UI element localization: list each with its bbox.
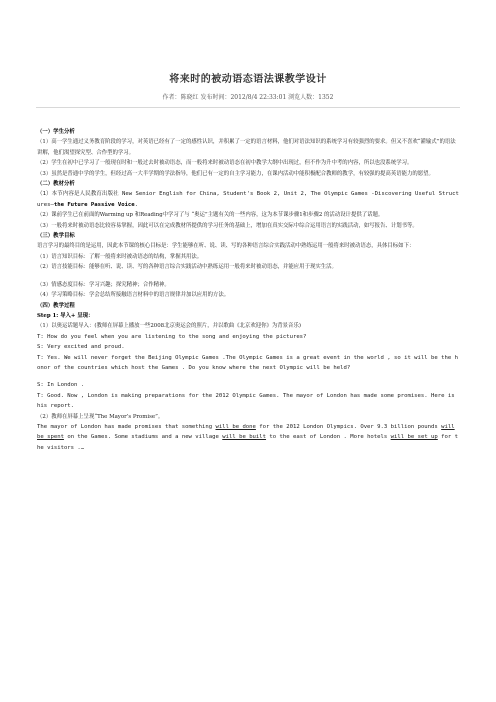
section-heading-teaching-goals: （三）教学目标: [37, 233, 75, 240]
paragraph: （2）教师在屏幕上呈现“The Mayor’s Promise”。: [37, 413, 164, 420]
text-span: （1）本节内容是人民教育出版社 New Senior English for China, Student's Book 2, Unit 2, The Olympic Games -Discovering Useful Structures—: [37, 191, 459, 208]
text-span-bold: the Future Passive Voice: [53, 201, 135, 208]
section-heading-student-analysis: （一）学生分析: [37, 129, 75, 135]
dialogue-line: S: Very excited and proud.: [37, 344, 125, 351]
underlined-phrase: will be set up: [390, 434, 438, 441]
section-heading-textbook-analysis: （二）教材分析: [37, 181, 75, 188]
paragraph: （3）一般将来时被动语态比较容易掌握，因此可以在完成教材所提供的学习任务的基础上，增加在真实交际中综合运用语言的实践活动，如写报告、计划书等。: [37, 222, 418, 229]
spacer: [37, 373, 459, 380]
text-span: to the east of London . More hotels: [266, 434, 391, 441]
mayor-promise-text: [37, 422, 459, 453]
paragraph: [37, 189, 459, 210]
paragraph: （3）虽然是普通中学的学生，但经过高一大半学期的学法指导，他们已有一定的自主学习能力，在课内活动中能积极配合教师的教学，有较强的提高英语能力的愿望。: [37, 170, 434, 177]
dialogue-line: T: How do you feel when you are listening to the song and enjoying the pictures?: [37, 333, 307, 340]
text-span: .: [134, 201, 139, 208]
page-title: 将来时的被动语态语法课教学设计: [169, 74, 327, 85]
underlined-phrase: will be built: [222, 434, 267, 441]
dialogue-line: T: Good. Now , London is making preparations for the 2012 Olympic Games. The mayor of London has made some promises. Here is his report.: [37, 392, 455, 410]
dialogue-line: T: Yes. We will never forget the Beijing Olympic Games .The Olympic Games is a great event in the world , so it will be the honor of the countries which host the Games . Do you know where the next Olympic will be held?: [37, 354, 458, 371]
paragraph: （1）高一学生通过义务教育阶段的学习，对英语已经有了一定的感性认识，并积累了一定的语言材料，他们对语法知识的系统学习有较强烈的要求。但又不喜欢“灌输式”的语法讲解，他们渴望探究型、合作型的学习。: [37, 139, 456, 156]
text-span: The mayor of London has made promises that something: [37, 423, 216, 430]
paragraph: 语言学习的最终目的是运用，因此本节课的核心目标是：学生能够在听、说、读、写的各种语言综合实践活动中熟练运用一般将来时被动语态，具体目标如下：: [37, 243, 415, 250]
paragraph: （3）情感态度目标：学习兴趣；探究精神；合作精神。: [37, 281, 170, 288]
paragraph: （4）学习策略目标：学会总结所接触语言材料中的语言规律并加以应用的方法。: [37, 292, 230, 299]
step-heading: Step 1: 导入+ 呈现：: [37, 312, 94, 319]
paragraph: （1）以奥运话题导入：(教师在屏幕上播放一些2008北京奥运会的照片，并以歌曲《北京欢迎你》为背景音乐): [37, 323, 301, 330]
text-span: for the visitors .…: [37, 434, 459, 451]
paragraph: （2）课前学生已在前面的Warming up 和Reading中学习了与 “奥运”主题有关的一些内容，这为本节课步骤1和步骤2 的活动设计提供了话题。: [37, 212, 384, 219]
underlined-phrase: will be done: [215, 423, 256, 430]
section-heading-teaching-process: （四）教学过程: [37, 302, 75, 309]
dialogue-line: S: In London .: [37, 382, 85, 389]
divider: [36, 107, 460, 108]
spacer: [37, 273, 459, 280]
paragraph: （1）语言知识目标：了解一般将来时被动语态的结构，掌握其用法。: [37, 253, 203, 260]
article-body: [37, 127, 459, 453]
paragraph: （2）语言技能目标：能够在听、说、读、写的各种语言综合实践活动中熟练运用一般将来时被动语态，并能应用于现实生活。: [37, 264, 337, 271]
article-meta: 作者：陈晓红 发布时间：2012/8/4 22:33:01 浏览人数：1352: [162, 94, 334, 101]
paragraph: （2）学生在初中已学习了一般现在时和一般过去时被动语态，而一般将来时被动语态在初中教学大纲中出现过，但不作为升中考的内容，所以也没系统学习。: [37, 160, 413, 167]
underlined-phrase: will be spent: [37, 423, 455, 441]
text-span: on the Games. Some stadiums and a new village: [63, 434, 223, 441]
text-span: for the 2012 London Olympics. Over 9.3 billion pounds: [255, 423, 442, 430]
